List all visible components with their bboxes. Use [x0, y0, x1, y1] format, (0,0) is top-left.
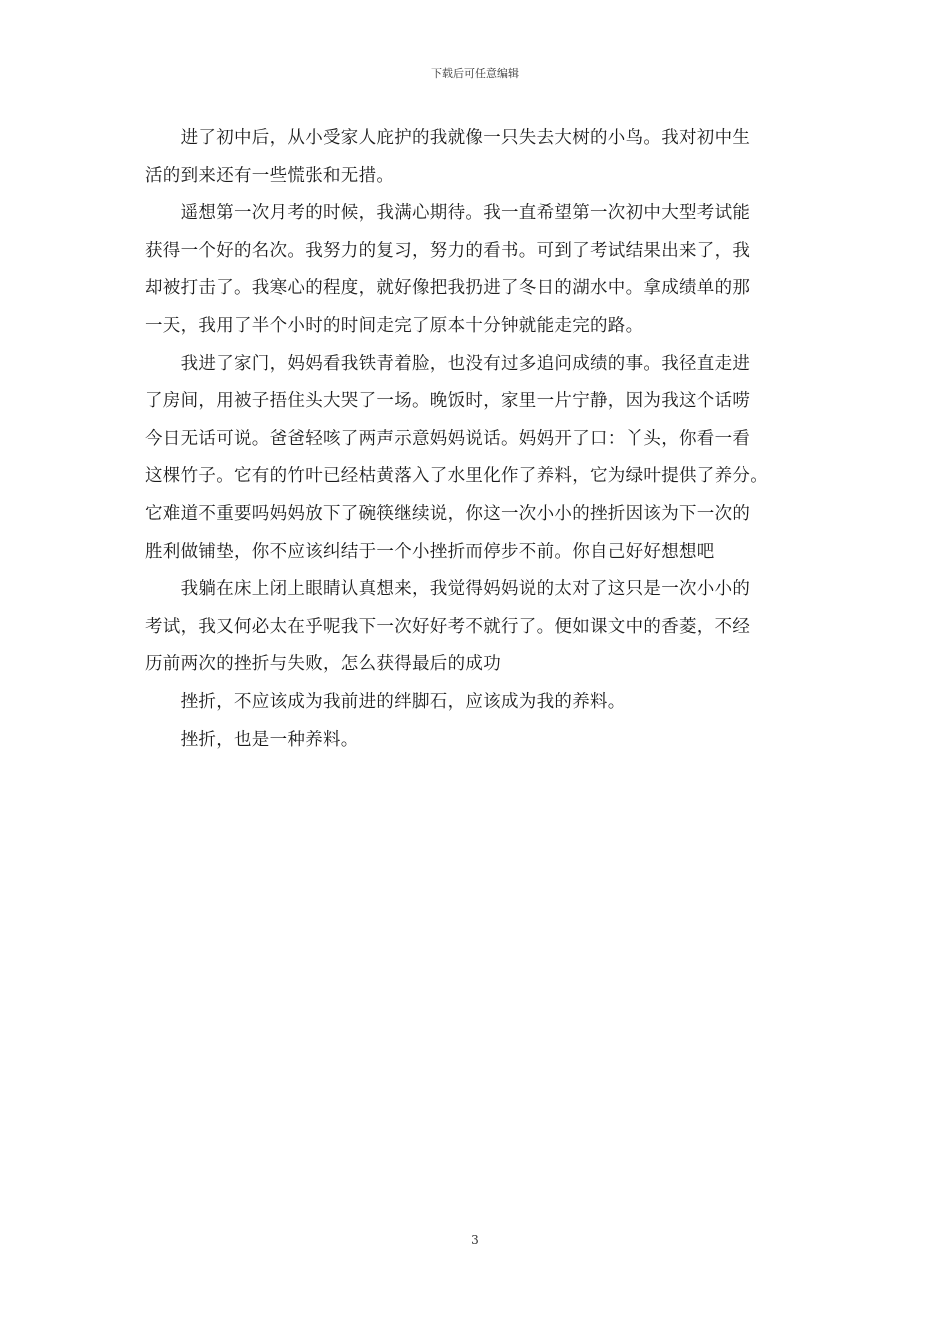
paragraph-5: 挫折，不应该成为我前进的绊脚石，应该成为我的养料。: [145, 691, 626, 712]
document-body: [145, 120, 813, 759]
page-header: 下载后可任意编辑: [431, 67, 519, 80]
paragraph-4: 我躺在床上闭上眼睛认真想来，我觉得妈妈说的太对了这只是一次小小的 考试，我又何必太在乎呢我下一次好好考不就行了。便如课文中的香菱，不经 历前两次的挫折与失败，怎么获得最后的成功: [145, 579, 751, 675]
paragraph-3: 我进了家门，妈妈看我铁青着脸，也没有过多追问成绩的事。我径直走进 了房间，用被子捂住头大哭了一场。晚饭时，家里一片宁静，因为我这个话唠 今日无话可说。爸爸轻咳了两声示意妈妈说话。妈妈开了口：丫头，你看一看 这棵竹子。它有的竹叶已经枯黄落入了水里化作了养料，它为绿叶提供了养分。 它难道不重要吗妈妈放下了碗筷继续说，你这一次小小的挫折因该为下一次的 胜利做铺垫，你不应该纠结于一个小挫折而停步不前。你自己好好想想吧: [145, 353, 768, 562]
paragraph-6: 挫折，也是一种养料。: [145, 729, 359, 750]
page-number: 3: [471, 1233, 479, 1247]
paragraph-2: 遥想第一次月考的时候，我满心期待。我一直希望第一次初中大型考试能 获得一个好的名次。我努力的复习，努力的看书。可到了考试结果出来了，我 却被打击了。我寒心的程度，就好像把我扔进了冬日的湖水中。拿成绩单的那 一天，我用了半个小时的时间走完了原本十分钟就能走完的路。: [145, 203, 751, 336]
paragraph-1: 进了初中后，从小受家人庇护的我就像一只失去大树的小鸟。我对初中生 活的到来还有一些慌张和无措。: [145, 128, 751, 186]
